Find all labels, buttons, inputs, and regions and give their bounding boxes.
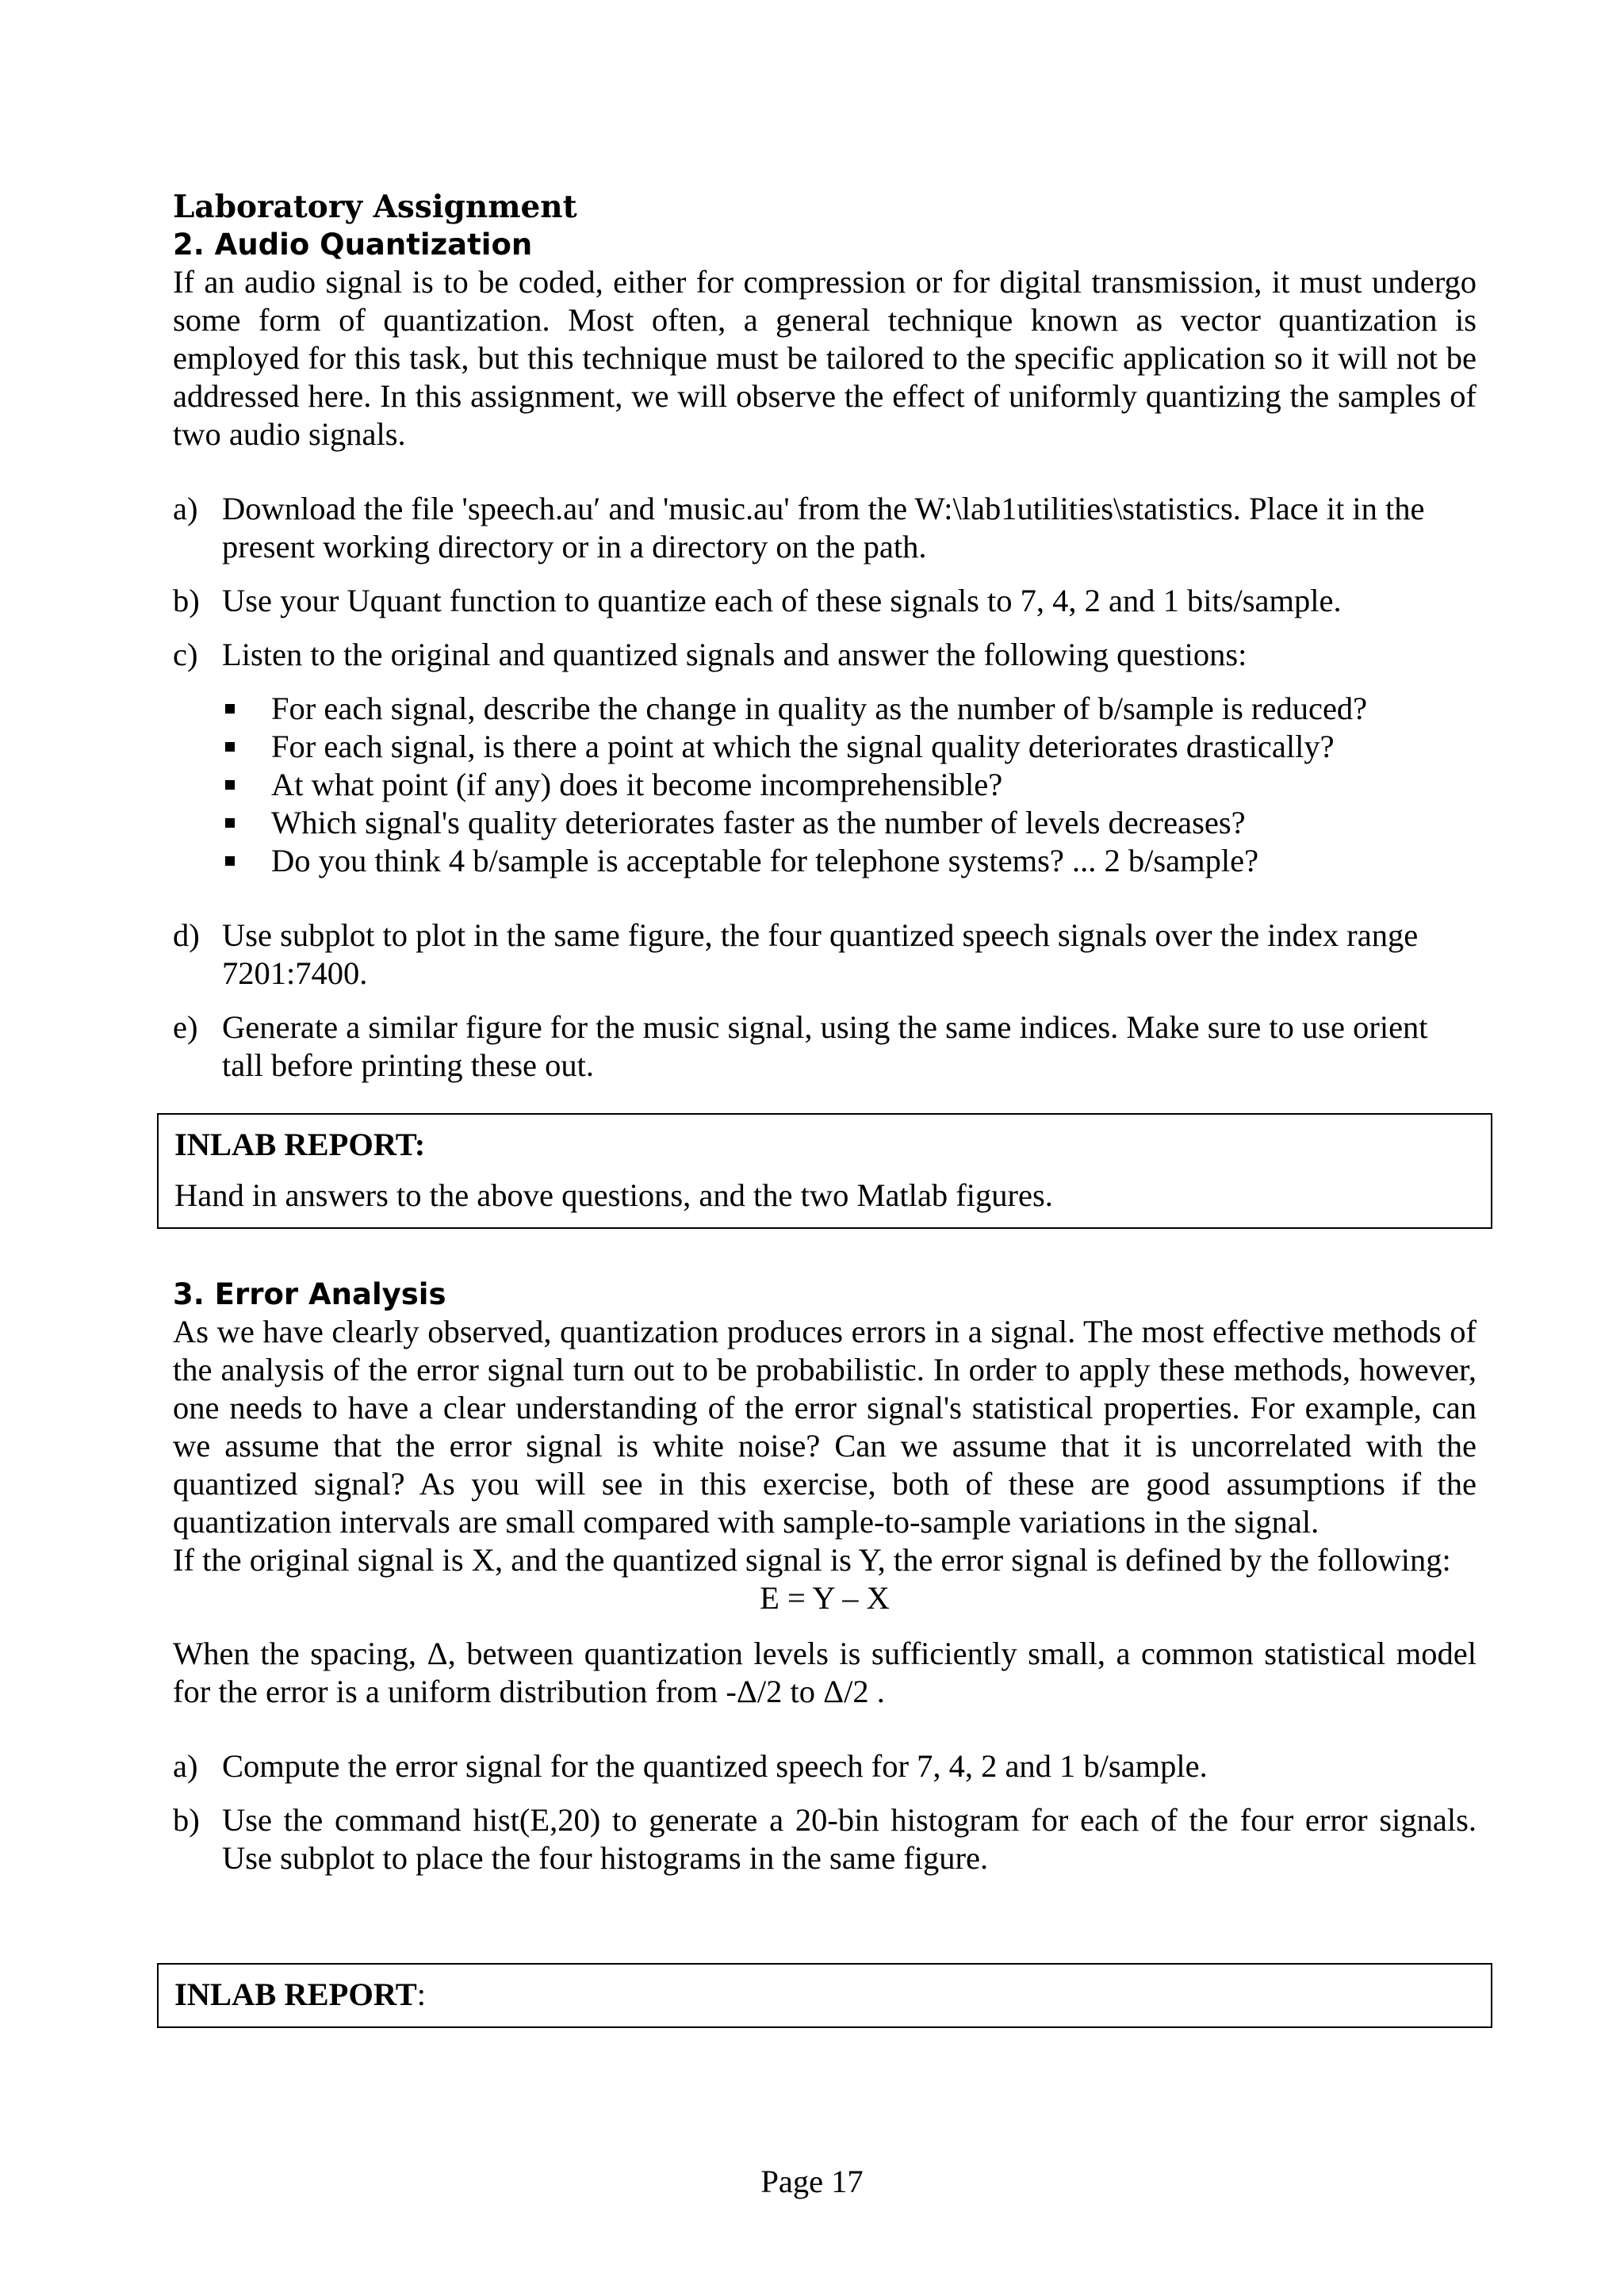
bullet-item: [222, 842, 1477, 880]
list-marker: e): [173, 1009, 198, 1045]
question-bullet-list: [173, 690, 1477, 880]
square-bullet-icon: [225, 704, 235, 714]
bullet-item: [222, 804, 1477, 842]
list-item: [173, 582, 1477, 620]
list-marker: c): [173, 637, 198, 672]
error-equation: E = Y – X: [760, 1580, 890, 1616]
list-marker: b): [173, 1802, 200, 1838]
section3-model-paragraph: When the spacing, Δ, between quantization levels is sufficiently small, a common statistical model for the error is a uniform distribution from -Δ/2 to Δ/2 .: [173, 1636, 1477, 1709]
list-marker: a): [173, 491, 198, 526]
square-bullet-icon: [225, 818, 235, 828]
list-item-text: Download the file 'speech.au′ and 'music.au' from the W:\lab1utilities\statistics. Place it in the present working directory or in a directory on the path.: [222, 491, 1425, 564]
bullet-text: Which signal's quality deteriorates faster as the number of levels decreases?: [271, 805, 1246, 840]
list-item-text: Use your Uquant function to quantize each of these signals to 7, 4, 2 and 1 bits/sample.: [222, 583, 1342, 618]
bullet-text: Do you think 4 b/sample is acceptable for telephone systems? ... 2 b/sample?: [271, 843, 1259, 878]
bullet-text: At what point (if any) does it become incomprehensible?: [271, 767, 1003, 802]
bullet-text: For each signal, is there a point at which the signal quality deteriorates drastically?: [271, 729, 1335, 764]
list-item-text: Use the command hist(E,20) to generate a 20-bin histogram for each of the four error signals. Use subplot to place the four histograms in the same figure.: [222, 1802, 1477, 1876]
section2-intro-paragraph: If an audio signal is to be coded, either for compression or for digital transmission, it must undergo some form of quantization. Most often, a general technique known as vector quantization is employed for this task, but this technique must be tailored to the specific application so it will not be addressed here. In this assignment, we will observe the effect of uniformly quantizing the samples of two audio signals.: [173, 264, 1477, 452]
bullet-item: [222, 766, 1477, 804]
section3-definition-paragraph: If the original signal is X, and the quantized signal is Y, the error signal is defined by the following:: [173, 1542, 1451, 1578]
square-bullet-icon: [225, 780, 235, 790]
list-item: [173, 490, 1477, 566]
bullet-text: For each signal, describe the change in quality as the number of b/sample is reduced?: [271, 691, 1368, 726]
list-item: [173, 1801, 1477, 1877]
report-text: Hand in answers to the above questions, and the two Matlab figures.: [174, 1177, 1053, 1213]
section3-intro-paragraph: As we have clearly observed, quantization produces errors in a signal. The most effective methods of the analysis of the error signal turn out to be probabilistic. In order to apply these methods, however, one needs to have a clear understanding of the error signal's statistical properties. For example, can we assume that the error signal is white noise? Can we assume that it is uncorrelated with the quantized signal? As you will see in this exercise, both of these are good assumptions if the quantization intervals are small compared with sample-to-sample variations in the signal.: [173, 1314, 1477, 1540]
section-heading-audio-quantization: 2. Audio Quantization: [173, 228, 533, 262]
inlab-report-box: [157, 1113, 1492, 1229]
inlab-report-box-2: [157, 1963, 1492, 2028]
square-bullet-icon: [225, 742, 235, 752]
list-item: [173, 916, 1477, 993]
list-marker: d): [173, 917, 200, 953]
page-number: Page 17: [760, 2164, 864, 2199]
document-title: Laboratory Assignment: [173, 189, 577, 225]
list-item-text: Listen to the original and quantized signals and answer the following questions:: [222, 637, 1247, 672]
square-bullet-icon: [225, 856, 235, 866]
report-label-colon: :: [416, 1976, 427, 2012]
list-item-text: Generate a similar figure for the music signal, using the same indices. Make sure to use orient tall before printing these out.: [222, 1009, 1428, 1083]
bullet-item: [222, 728, 1477, 766]
list-marker: a): [173, 1748, 198, 1784]
list-item: [173, 1008, 1477, 1085]
page-content: [173, 187, 1477, 2028]
section2-step-list: [173, 490, 1477, 1085]
section-heading-error-analysis: 3. Error Analysis: [173, 1277, 446, 1311]
section3-step-list: [173, 1747, 1477, 1877]
list-item-text: Use subplot to plot in the same figure, the four quantized speech signals over the index range 7201:7400.: [222, 917, 1419, 991]
list-marker: b): [173, 583, 200, 618]
list-item-text: Compute the error signal for the quantized speech for 7, 4, 2 and 1 b/sample.: [222, 1748, 1208, 1784]
list-item: [173, 1747, 1477, 1785]
bullet-item: [222, 690, 1477, 728]
report-label: INLAB REPORT:: [174, 1127, 426, 1162]
list-item: [173, 636, 1477, 674]
report-label-2: [174, 1976, 1475, 2014]
report-label-bold: INLAB REPORT: [174, 1976, 417, 2012]
